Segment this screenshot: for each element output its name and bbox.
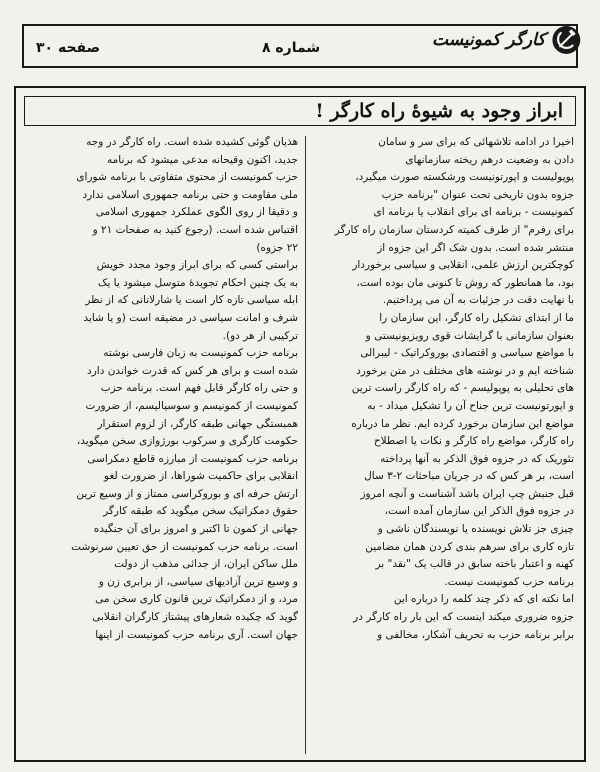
article-text-line: تازه کاری برای سرهم بندی کردن همان مضامین (365, 540, 574, 553)
article-text-line: اما نکته ای که ذکر چند کلمه را درباره این (393, 593, 574, 606)
article-text-line: کمونیست از کمونیسم و سوسیالیسم، از ضرورت (85, 399, 298, 412)
article-text-line: جدید، اکنون وقیحانه مدعی میشود که برنامه (107, 153, 298, 166)
article-text-line: پوپولیست و اپورتونیست ورشکسته صورت میگیرد، (355, 171, 574, 184)
article-text-line: هذیان گوئی کشیده شده است. راه کارگر در وجه (86, 136, 298, 148)
hammer-sickle-icon (551, 18, 582, 62)
article-text-line: و وسیع ترین آزادیهای سیاسی، از برابری زن و (98, 575, 298, 588)
article-text-line: همبستگی جهانی طبقه کارگر، از لزوم استقرار (97, 417, 298, 430)
article-text-line: راه کارگر، مواضع راه کارگر و نکات یا اصطلاح (373, 435, 574, 448)
article-text-line: شرف و امانت سیاسی در مضیقه است (و یا شاید (83, 311, 298, 324)
page-number: صفحه ۳۰ (36, 40, 101, 56)
article-text-line: منتشر شده است. بدون شک اگر این جزوه از (377, 241, 574, 254)
article-text-line: کمونیست - برنامه ای برای انقلاب یا برنامه ای (373, 206, 574, 219)
article-text-line: ابله سیاسی تازه کار است یا شارلاتانی که از نظر (85, 294, 298, 307)
article-text-line: حزب کمونیست از محتوی متفاوتی با برنامه شورای (76, 171, 298, 184)
article-text-line: اقتباس شده است. (رجوع کنید به صفحات ۲۱ و (92, 223, 298, 236)
article-text-line: با نهایت دقت در جزئیات به آن می پرداختیم. (382, 294, 574, 307)
article-text-line: دادن به وضعیت درهم ریخته سازمانهای (405, 153, 574, 166)
masthead-logo (432, 12, 582, 68)
article-text-line: مرد، و از دمکراتیک ترین قانون کاری سخن می (95, 593, 298, 606)
article-text-line: ترکیبی از هر دو). (222, 329, 298, 342)
article-text-line: جزوه ضروری میکند اینست که این بار راه کارگر در (353, 611, 574, 624)
article-text-line: جهان است. آری برنامه حزب کمونیست از اینها (95, 628, 298, 641)
article-text-line: های تحلیلی به پوپولیسم - که راه کارگر راست ترین (351, 382, 574, 395)
article-frame (14, 86, 586, 762)
article-text-line: و دقیقا از روی الگوی عملکرد جمهوری اسلامی (95, 206, 298, 219)
issue-number: شماره ۸ (262, 40, 321, 56)
page-header (22, 12, 582, 74)
article-text-line: ملی مقاومت و حتی برنامه جمهوری اسلامی ندارد (82, 188, 298, 201)
article-text-line: برنامه حزب کمونیست نیست. (444, 575, 574, 588)
article-text-line: به یک چنین احکام تجویدهٔ متوسل میشود یا یک (97, 276, 298, 289)
article-text-line: در جزوه فوق الذکر این سازمان آمده است، (384, 505, 574, 518)
article-text-line: حقوق دمکراتیک سخن میگوید که طبقه کارگر (103, 505, 298, 518)
article-text-line: مواضع این سازمان برخورد کرده ایم. نظر ما درباره (351, 417, 574, 430)
article-text-line: چیزی جز تلاش نویسنده یا نویسندگان ناشی و (377, 523, 574, 536)
article-text-line: جهانی از کمون تا اکتبر و امروز برای آن جنگیده (93, 523, 298, 536)
article-text-line: ارتش حرفه ای و بوروکراسی ممتاز و از وسیع ترین (76, 487, 298, 500)
article-text-line: برابر برنامه حزب به تحریف آشکار، مخالفی و (377, 628, 574, 641)
article-text-line: کهنه و اعتبار باخته سابق در قالب یک "نقد" بر (375, 558, 574, 571)
article-text-line: شده است و برای هر کس که قدرت خواندن دارد (87, 364, 298, 377)
article-text-line: حکومت کارگری و سرکوب بورژوازی سخن میگوید، (76, 435, 298, 448)
article-text-line: انقلابی برای حاکمیت شوراها، از ضرورت لغو (104, 470, 298, 483)
masthead-title: کارگر کمونیست (432, 30, 546, 50)
article-text-line: است، بر هر کس که در جریان مباحثات ۲-۳ سال (364, 470, 574, 483)
article-text-line: براستی کسی که برای ابراز وجود مجدد خویش (96, 259, 298, 272)
article-text-line: برنامه حزب کمونیست به زبان فارسی نوشته (103, 347, 298, 360)
article-text-line: بود، ما همانطور که روش تا کنونی مان بوده است، (356, 276, 574, 289)
article-text-line: قبل جنبش چپ ایران باشد آشناست و آنچه امروز (360, 487, 574, 500)
article-text-line: جزوه بدون تاریخی تحت عنوان "برنامه حزب (381, 188, 574, 201)
article-text-line: و حتی راه کارگر قابل فهم است. برنامه حزب (100, 382, 298, 395)
article-column-right (312, 134, 574, 756)
article-text-line: است. برنامه حزب کمونیست از حق تعیین سرنوشت (71, 540, 298, 553)
article-text-line: اخیرا در ادامه تلاشهائی که برای سر و سامان (378, 136, 574, 148)
article-text-line: شناخته ایم و در نوشته های مختلف در متن برخورد (356, 364, 574, 377)
article-text-line: ما از ابتدای تشکیل راه کارگر، این سازمان را (379, 311, 574, 324)
article-title-bar (24, 96, 576, 126)
article-text-line: با مواضع سیاسی و اقتصادی بوروکراتیک - لیبرالی (360, 347, 574, 360)
article-text-line: ۲۲ جزوه) (256, 241, 298, 254)
article-text-line: ملل ساکن ایران، از جدائی مذهب از دولت (114, 558, 298, 571)
article-text-line: گوید که چکیده شعارهای پیشتاز کارگران انقلابی (92, 611, 298, 624)
article-text-line: بعنوان سازمانی با گرایشات قوی رویزیونیستی و (365, 329, 574, 342)
article-title: ابراز وجود به شیوهٔ راه کارگر ! (315, 100, 563, 122)
article-text-line: و اپورتونیست ترین جناح آن را تشکیل میداد - به (367, 399, 574, 412)
column-divider (305, 136, 306, 754)
article-text-line: برنامه حزب کمونیست از مبارزه قاطع دمکراسی (87, 452, 298, 465)
article-text-line: تئوریک که در جزوه فوق الذکر به آنها پرداخته (380, 452, 574, 465)
article-text-line: کوچکترین ارزش علمی، انقلابی و سیاسی برخوردار (352, 259, 574, 272)
article-text-line: برای رفرم" از طرف کمیته کردستان سازمان راه کارگر (334, 223, 574, 236)
article-column-left (28, 134, 298, 756)
